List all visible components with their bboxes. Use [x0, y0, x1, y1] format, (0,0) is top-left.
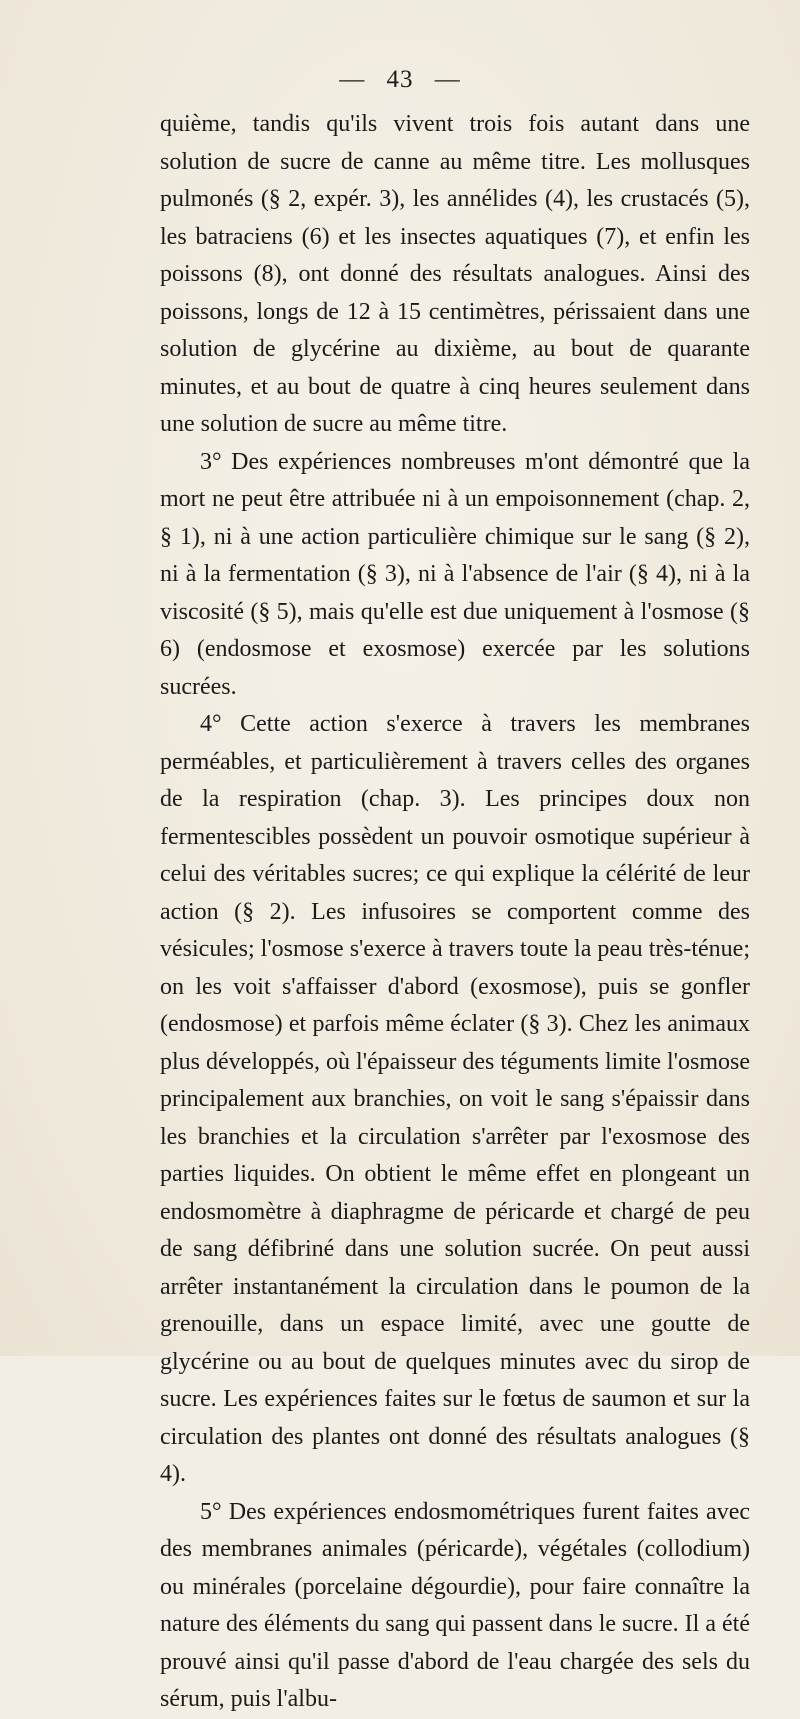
paragraph-continuation: quième, tandis qu'ils vivent trois fois autant dans une solution de sucre de canne au même titre. Les mollusques pulmonés (§ 2, expér. 3), les annélides (4), les crustacés (5), les batraciens (6) et les insectes aquatiques (7), et enfin les poissons (8), ont donné des résultats analogues. Ainsi des poissons, longs de 12 à 15 centimètres, périssaient dans une solution de glycérine au dixième, au bout de quarante minutes, et au bout de quatre à cinq heures seulement dans une solution de sucre au même titre.: [160, 111, 750, 437]
page-number: 43: [386, 66, 414, 93]
page-number-dash-right: —: [434, 66, 461, 93]
body-text: [160, 106, 750, 1719]
page-number-dash-left: —: [339, 66, 366, 93]
paragraph-item-5: 5° Des expériences endosmométriques furent faites avec des membranes animales (péricarde), végétales (collodium) ou minérales (porcelaine dégourdie), pour faire connaître la nature des éléments du sang qui passent dans le sucre. Il a été prouvé ainsi qu'il passe d'abord de l'eau chargée des sels du sérum, puis l'albu-: [160, 1498, 750, 1712]
paragraph-item-4: 4° Cette action s'exerce à travers les membranes perméables, et particulièrement à travers celles des organes de la respiration (chap. 3). Les principes doux non fermentescibles possèdent un pouvoir osmotique supérieur à celui des véritables sucres; ce qui explique la célérité de leur action (§ 2). Les infusoires se comportent comme des vésicules; l'osmose s'exerce à travers toute la peau très-ténue; on les voit s'affaisser d'abord (exosmose), puis se gonfler (endosmose) et parfois même éclater (§ 3). Chez les animaux plus développés, où l'épaisseur des téguments limite l'osmose principalement aux branchies, on voit le sang s'épaissir dans les branchies et la circulation s'arrêter par l'exosmose des parties liquides. On obtient le même effet en plongeant un endosmomètre à diaphragme de péricarde et chargé de peu de sang défibriné dans une solution sucrée. On peut aussi arrêter instantanément la circulation dans le poumon de la grenouille, dans un espace limité, avec une goutte de glycérine ou au bout de quelques minutes avec du sirop de sucre. Les expériences faites sur le fœtus de saumon et sur la circulation des plantes ont donné des résultats analogues (§ 4).: [160, 711, 750, 1487]
page-header: [0, 66, 800, 94]
paragraph-item-3: 3° Des expériences nombreuses m'ont démontré que la mort ne peut être attribuée ni à un empoisonnement (chap. 2, § 1), ni à une action particulière chimique sur le sang (§ 2), ni à la fermentation (§ 3), ni à l'absence de l'air (§ 4), ni à la viscosité (§ 5), mais qu'elle est due uniquement à l'osmose (§ 6) (endosmose et exosmose) exercée par les solutions sucrées.: [160, 448, 750, 700]
